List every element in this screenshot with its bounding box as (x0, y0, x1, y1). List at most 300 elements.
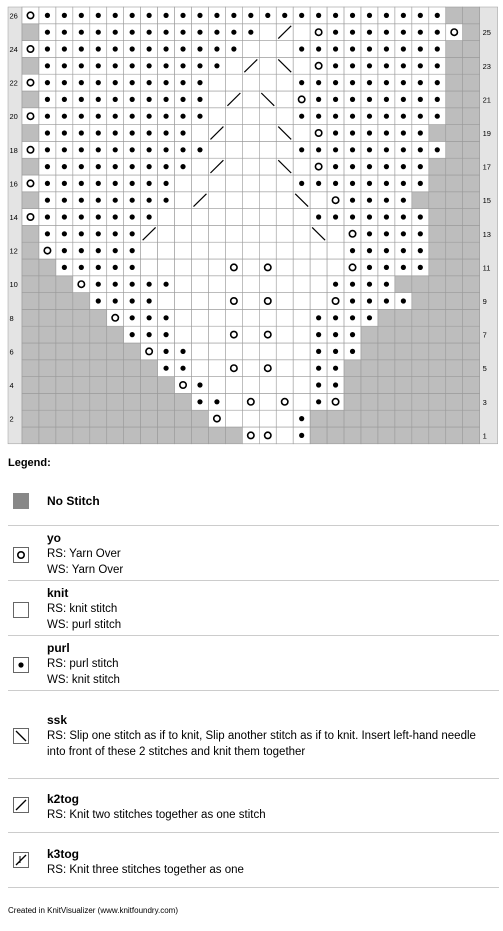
cell-knit (259, 276, 276, 293)
cell-no-stitch (39, 377, 56, 394)
cell-knit (276, 360, 293, 377)
cell-no-stitch (344, 410, 361, 427)
purl-dot (147, 97, 152, 102)
cell-no-stitch (395, 427, 412, 444)
cell-no-stitch (56, 326, 73, 343)
cell-knit (208, 360, 225, 377)
cell-no-stitch (124, 377, 141, 394)
cell-knit (192, 326, 209, 343)
cell-knit (158, 225, 175, 242)
purl-dot (333, 214, 338, 219)
purl-dot (96, 63, 101, 68)
purl-dot (163, 332, 168, 337)
cell-knit (310, 276, 327, 293)
cell-no-stitch (463, 74, 480, 91)
cell-knit (276, 108, 293, 125)
purl-dot (147, 181, 152, 186)
legend-name: k2tog (47, 792, 80, 806)
row-number-label: 23 (482, 61, 491, 71)
cell-no-stitch (378, 343, 395, 360)
purl-dot (180, 97, 185, 102)
cell-no-stitch (73, 293, 90, 310)
purl-dot (45, 198, 50, 203)
purl-dot (180, 30, 185, 35)
footer-credit: Created in KnitVisualizer (www.knitfoundry.com) (8, 906, 178, 915)
purl-dot (316, 181, 321, 186)
purl-dot (62, 198, 67, 203)
purl-dot (45, 181, 50, 186)
cell-knit (242, 158, 259, 175)
cell-knit (259, 41, 276, 58)
cell-knit (259, 410, 276, 427)
cell-knit (175, 209, 192, 226)
cell-knit (225, 393, 242, 410)
cell-knit (293, 209, 310, 226)
purl-dot (96, 147, 101, 152)
cell-no-stitch (463, 360, 480, 377)
cell-knit (242, 91, 259, 108)
cell-no-stitch (378, 393, 395, 410)
purl-dot (113, 282, 118, 287)
purl-dot (130, 332, 135, 337)
purl-dot (248, 30, 253, 35)
cell-knit (141, 242, 158, 259)
cell-no-stitch (73, 343, 90, 360)
purl-dot (147, 315, 152, 320)
row-number-label: 19 (482, 129, 491, 138)
cell-no-stitch (429, 225, 446, 242)
cell-knit (242, 74, 259, 91)
cell-no-stitch (22, 242, 39, 259)
purl-dot (367, 181, 372, 186)
purl-dot (147, 13, 152, 18)
cell-no-stitch (56, 377, 73, 394)
purl-dot (96, 231, 101, 236)
purl-dot (163, 181, 168, 186)
cell-no-stitch (463, 343, 480, 360)
purl-dot (163, 366, 168, 371)
purl-dot (401, 298, 406, 303)
cell-no-stitch (22, 158, 39, 175)
purl-dot (367, 114, 372, 119)
purl-dot (316, 214, 321, 219)
purl-dot (113, 231, 118, 236)
purl-dot (384, 298, 389, 303)
legend-desc-rs: RS: Knit three stitches together as one (47, 864, 244, 876)
purl-dot (214, 63, 219, 68)
purl-dot (79, 214, 84, 219)
cell-knit (158, 242, 175, 259)
cell-no-stitch (463, 108, 480, 125)
cell-no-stitch (56, 276, 73, 293)
purl-dot (163, 198, 168, 203)
cell-knit (192, 293, 209, 310)
cell-no-stitch (22, 57, 39, 74)
purl-dot (248, 13, 253, 18)
cell-knit (327, 225, 344, 242)
cell-knit (225, 74, 242, 91)
cell-knit (175, 276, 192, 293)
cell-no-stitch (175, 410, 192, 427)
cell-no-stitch (107, 360, 124, 377)
purl-dot (384, 147, 389, 152)
cell-knit (242, 309, 259, 326)
cell-yo (276, 393, 293, 410)
purl-dot (180, 114, 185, 119)
purl-dot (96, 46, 101, 51)
cell-knit (276, 175, 293, 192)
cell-knit (175, 309, 192, 326)
cell-yo (293, 91, 310, 108)
cell-no-stitch (124, 360, 141, 377)
cell-knit (259, 225, 276, 242)
cell-no-stitch (158, 393, 175, 410)
purl-dot (96, 282, 101, 287)
cell-no-stitch (361, 427, 378, 444)
purl-dot (367, 80, 372, 85)
purl-dot (384, 80, 389, 85)
purl-dot (418, 97, 423, 102)
purl-dot (367, 265, 372, 270)
cell-knit (242, 293, 259, 310)
row-label-column-right (480, 7, 498, 444)
cell-no-stitch (446, 41, 463, 58)
purl-dot (418, 80, 423, 85)
cell-no-stitch (158, 377, 175, 394)
cell-no-stitch (107, 326, 124, 343)
purl-dot (45, 46, 50, 51)
legend-divider (8, 778, 499, 779)
row-number-label: 14 (9, 213, 18, 222)
cell-knit (259, 158, 276, 175)
cell-knit (242, 360, 259, 377)
purl-dot (367, 164, 372, 169)
purl-dot (214, 399, 219, 404)
purl-dot (384, 46, 389, 51)
cell-knit (242, 108, 259, 125)
yo-symbol-icon (13, 547, 29, 563)
cell-no-stitch (361, 410, 378, 427)
cell-yo (22, 41, 39, 58)
purl-dot (418, 46, 423, 51)
purl-dot (350, 298, 355, 303)
purl-dot (147, 63, 152, 68)
cell-knit (175, 259, 192, 276)
legend-name: purl (47, 641, 70, 655)
purl-dot (147, 298, 152, 303)
purl-dot (367, 147, 372, 152)
cell-no-stitch (446, 209, 463, 226)
purl-dot (197, 97, 202, 102)
cell-no-stitch (344, 360, 361, 377)
purl-dot (214, 46, 219, 51)
purl-dot (79, 63, 84, 68)
cell-no-stitch (22, 91, 39, 108)
purl-dot (79, 248, 84, 253)
cell-knit (310, 192, 327, 209)
purl-dot (62, 97, 67, 102)
cell-no-stitch (429, 192, 446, 209)
legend-desc-rs: RS: Yarn Over (47, 548, 121, 560)
cell-knit (276, 141, 293, 158)
cell-no-stitch (446, 225, 463, 242)
purl-dot (163, 97, 168, 102)
cell-knit (242, 259, 259, 276)
cell-yo (22, 175, 39, 192)
row-number-label: 18 (9, 145, 18, 155)
purl-dot (435, 46, 440, 51)
cell-no-stitch (141, 410, 158, 427)
cell-no-stitch (158, 427, 175, 444)
cell-no-stitch (124, 343, 141, 360)
purl-dot (282, 13, 287, 18)
purl-dot (147, 80, 152, 85)
cell-no-stitch (463, 57, 480, 74)
purl-dot (197, 63, 202, 68)
purl-dot (113, 214, 118, 219)
cell-knit (242, 125, 259, 142)
cell-yo (22, 141, 39, 158)
legend-divider (8, 525, 499, 526)
purl-dot (384, 214, 389, 219)
cell-knit (192, 276, 209, 293)
cell-no-stitch (361, 360, 378, 377)
purl-dot (299, 147, 304, 152)
purl-dot (62, 30, 67, 35)
purl-dot (367, 282, 372, 287)
purl-dot (62, 46, 67, 51)
purl-dot (299, 433, 304, 438)
legend-desc-rs: RS: Slip one stitch as if to knit, Slip another stitch as if to knit. Insert left-hand needle into front of these 2 stitches and knit them together (47, 730, 476, 758)
cell-knit (225, 343, 242, 360)
cell-no-stitch (107, 393, 124, 410)
cell-knit (242, 225, 259, 242)
cell-no-stitch (22, 276, 39, 293)
purl-dot (45, 80, 50, 85)
cell-no-stitch (463, 309, 480, 326)
cell-knit (276, 377, 293, 394)
cell-no-stitch (446, 242, 463, 259)
purl-dot (79, 198, 84, 203)
cell-no-stitch (56, 410, 73, 427)
cell-no-stitch (22, 24, 39, 41)
purl-dot (79, 130, 84, 135)
cell-no-stitch (446, 192, 463, 209)
purl-dot (96, 130, 101, 135)
purl-dot (113, 97, 118, 102)
purl-dot (163, 30, 168, 35)
purl-dot (350, 282, 355, 287)
purl-dot (418, 181, 423, 186)
cell-no-stitch (463, 427, 480, 444)
purl-dot (367, 30, 372, 35)
cell-no-stitch (107, 343, 124, 360)
purl-dot (384, 282, 389, 287)
cell-no-stitch (39, 393, 56, 410)
cell-no-stitch (463, 326, 480, 343)
purl-dot (367, 298, 372, 303)
purl-dot (113, 248, 118, 253)
purl-dot (299, 80, 304, 85)
purl-dot (113, 198, 118, 203)
cell-knit (208, 108, 225, 125)
row-number-label: 10 (9, 280, 18, 290)
cell-knit (225, 309, 242, 326)
cell-no-stitch (412, 276, 429, 293)
cell-no-stitch (463, 410, 480, 427)
purl-dot (367, 231, 372, 236)
row-number-label: 21 (482, 95, 491, 105)
legend-divider (8, 887, 499, 888)
cell-no-stitch (361, 343, 378, 360)
purl-dot (147, 114, 152, 119)
legend-name: No Stitch (47, 494, 100, 508)
purl-dot (333, 30, 338, 35)
purl-dot (350, 63, 355, 68)
purl-dot (418, 30, 423, 35)
purl-dot (435, 13, 440, 18)
purl-dot (418, 248, 423, 253)
cell-knit (192, 225, 209, 242)
cell-no-stitch (361, 393, 378, 410)
cell-no-stitch (22, 309, 39, 326)
purl-dot (79, 181, 84, 186)
row-number-label: 25 (482, 28, 491, 38)
purl-dot (333, 164, 338, 169)
cell-knit (242, 192, 259, 209)
purl-dot (180, 164, 185, 169)
cell-no-stitch (56, 343, 73, 360)
purl-dot (45, 231, 50, 236)
purl-dot (299, 416, 304, 421)
cell-knit (192, 175, 209, 192)
cell-knit (310, 242, 327, 259)
purl-dot (316, 46, 321, 51)
cell-no-stitch (429, 326, 446, 343)
purl-dot (401, 30, 406, 35)
purl-dot (435, 97, 440, 102)
cell-no-stitch (446, 309, 463, 326)
legend-desc-ws: WS: knit stitch (47, 674, 120, 686)
cell-no-stitch (412, 360, 429, 377)
purl-dot (384, 114, 389, 119)
cell-yo (22, 74, 39, 91)
cell-no-stitch (73, 360, 90, 377)
purl-dot (96, 114, 101, 119)
cell-no-stitch (446, 276, 463, 293)
purl-dot (367, 198, 372, 203)
cell-no-stitch (429, 125, 446, 142)
row-number-label: 8 (9, 313, 14, 323)
purl-dot (163, 13, 168, 18)
cell-yo (259, 360, 276, 377)
row-number-label: 17 (482, 162, 491, 172)
purl-dot (350, 13, 355, 18)
cell-no-stitch (56, 427, 73, 444)
cell-yo (242, 393, 259, 410)
purl-dot (147, 198, 152, 203)
purl-dot (163, 80, 168, 85)
purl-dot (113, 147, 118, 152)
purl-dot (96, 181, 101, 186)
purl-dot (401, 248, 406, 253)
cell-no-stitch (73, 377, 90, 394)
purl-dot (350, 332, 355, 337)
legend-name: k3tog (47, 847, 80, 861)
purl-dot (401, 181, 406, 186)
purl-dot (79, 97, 84, 102)
row-number-label: 5 (482, 364, 487, 374)
purl-dot (180, 366, 185, 371)
cell-knit (208, 377, 225, 394)
cell-no-stitch (39, 427, 56, 444)
purl-dot (333, 13, 338, 18)
cell-no-stitch (22, 259, 39, 276)
purl-dot (79, 30, 84, 35)
cell-knit (293, 125, 310, 142)
cell-knit (259, 125, 276, 142)
cell-knit (276, 74, 293, 91)
purl-dot (180, 13, 185, 18)
cell-no-stitch (412, 309, 429, 326)
cell-no-stitch (73, 309, 90, 326)
purl-dot (333, 181, 338, 186)
purl-dot (113, 63, 118, 68)
legend-name: ssk (47, 713, 68, 727)
purl-dot (333, 282, 338, 287)
cell-no-stitch (73, 410, 90, 427)
purl-dot (316, 97, 321, 102)
cell-knit (225, 377, 242, 394)
cell-knit (208, 293, 225, 310)
cell-knit (327, 259, 344, 276)
no-stitch-symbol-icon (13, 493, 29, 509)
cell-no-stitch (39, 309, 56, 326)
purl-dot (265, 13, 270, 18)
cell-no-stitch (90, 309, 107, 326)
purl-dot (350, 349, 355, 354)
cell-no-stitch (446, 141, 463, 158)
purl-dot (316, 13, 321, 18)
cell-no-stitch (463, 141, 480, 158)
cell-knit (225, 242, 242, 259)
purl-dot (418, 214, 423, 219)
cell-no-stitch (56, 360, 73, 377)
cell-no-stitch (56, 293, 73, 310)
cell-no-stitch (141, 393, 158, 410)
cell-yo (225, 259, 242, 276)
purl-dot (350, 80, 355, 85)
cell-knit (175, 293, 192, 310)
purl-dot (130, 214, 135, 219)
row-number-label: 6 (9, 347, 14, 357)
cell-knit (225, 125, 242, 142)
cell-no-stitch (175, 393, 192, 410)
purl-dot (401, 214, 406, 219)
cell-no-stitch (378, 360, 395, 377)
purl-dot (45, 130, 50, 135)
purl-dot (113, 130, 118, 135)
purl-dot (45, 214, 50, 219)
purl-dot (62, 181, 67, 186)
purl-dot (130, 198, 135, 203)
cell-no-stitch (310, 410, 327, 427)
purl-dot (130, 46, 135, 51)
cell-no-stitch (429, 410, 446, 427)
cell-no-stitch (344, 427, 361, 444)
cell-no-stitch (378, 326, 395, 343)
purl-dot (333, 366, 338, 371)
